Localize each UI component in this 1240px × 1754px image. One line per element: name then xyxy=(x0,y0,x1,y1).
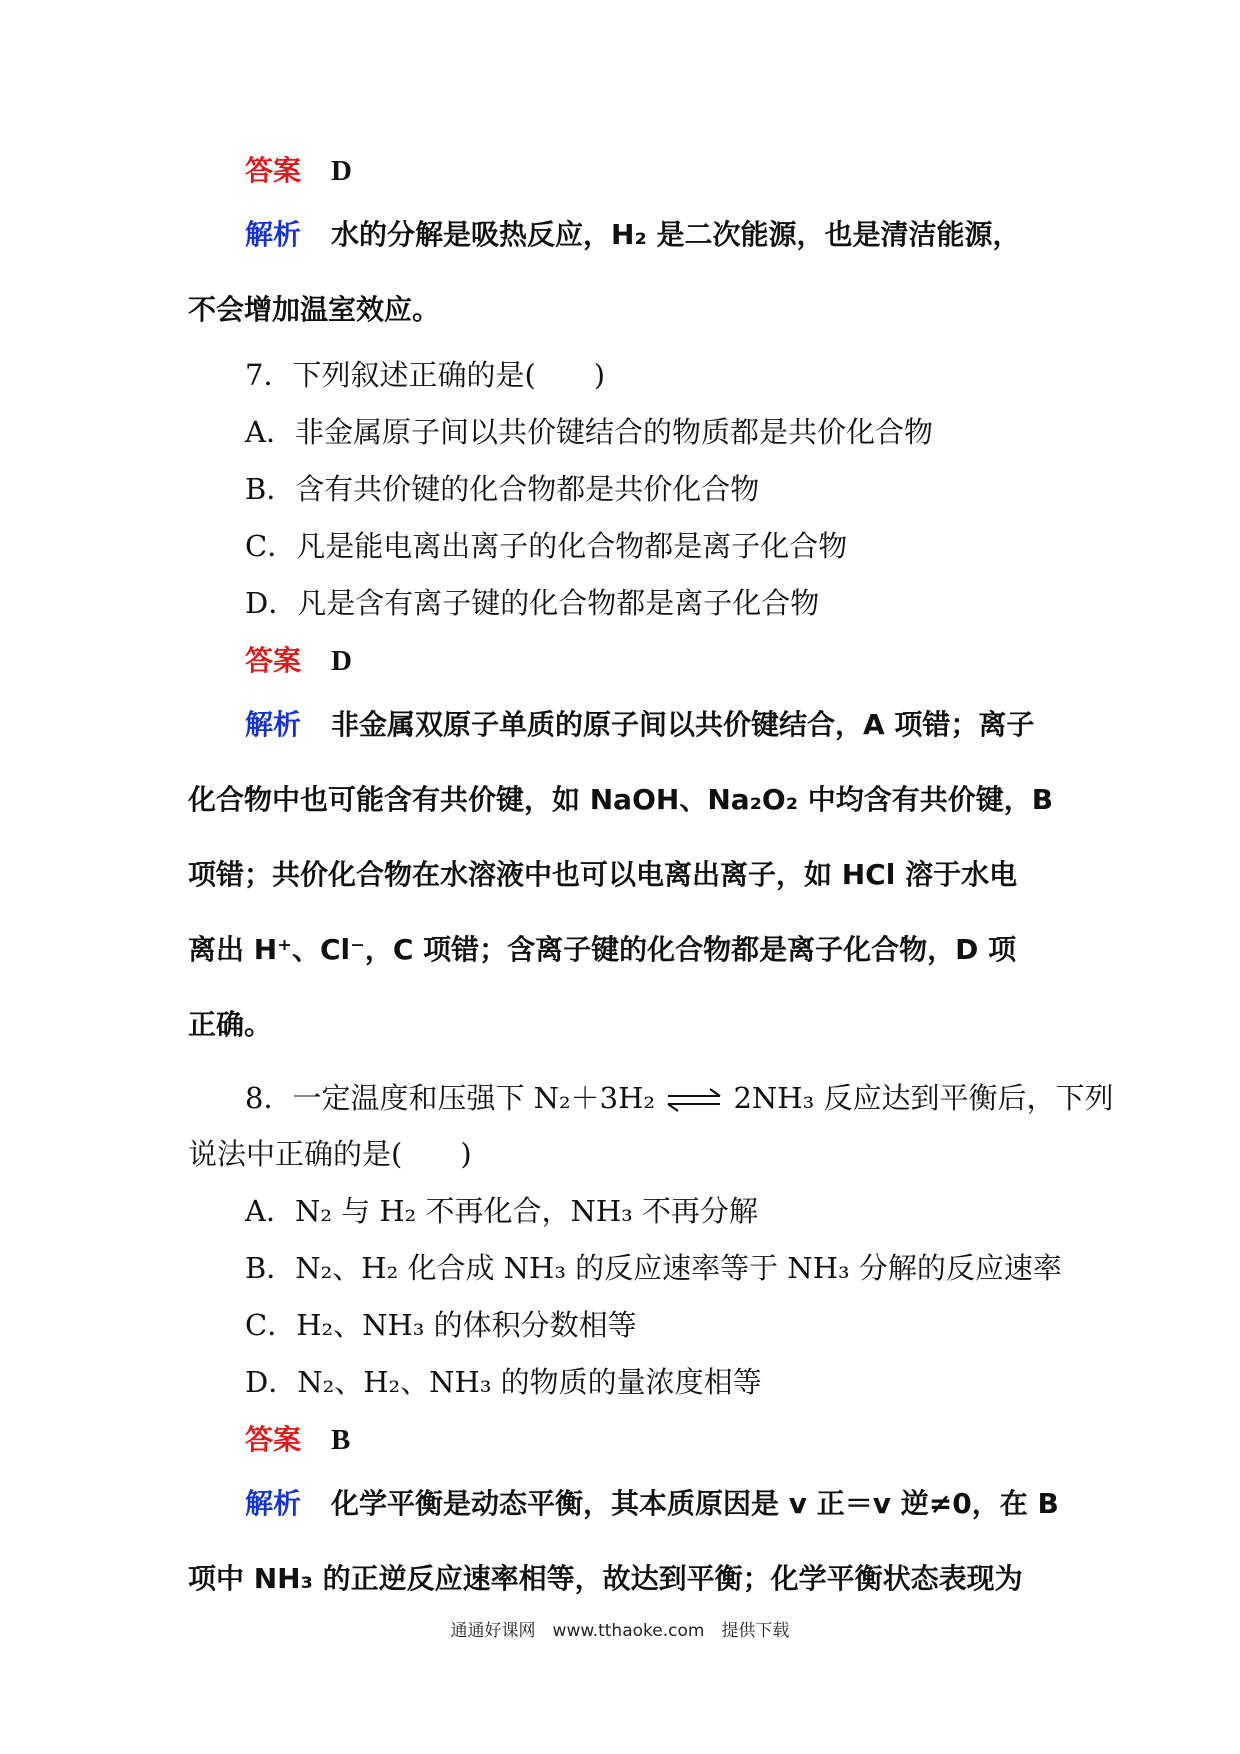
question-8-option-b: B．N₂、H₂ 化合成 NH₃ 的反应速率等于 NH₃ 分解的反应速率 xyxy=(245,1251,1062,1285)
question-8-option-d: D．N₂、H₂、NH₃ 的物质的量浓度相等 xyxy=(245,1365,762,1399)
explanation-row-7-4: 离出 H⁺、Cl⁻，C 项错；含离子键的化合物都是离子化合物，D 项 xyxy=(188,933,1017,966)
question-7-option-b: B．含有共价键的化合物都是共价化合物 xyxy=(245,472,760,506)
question-8-stem-part1: 8．一定温度和压强下 N₂＋3H₂ xyxy=(245,1081,656,1115)
answer-value: D xyxy=(331,645,352,677)
explanation-label: 解析 xyxy=(245,708,302,741)
question-8-option-a: A．N₂ 与 H₂ 不再化合，NH₃ 不再分解 xyxy=(245,1194,759,1228)
explanation-row-7-1 xyxy=(245,705,1034,745)
question-7-option-c: C．凡是能电离出离子的化合物都是离子化合物 xyxy=(245,529,848,563)
answer-row-8 xyxy=(245,1419,350,1460)
explanation-row-1 xyxy=(245,215,1020,255)
question-7-stem: 7．下列叙述正确的是( ) xyxy=(245,358,606,392)
reversible-arrow-icon xyxy=(664,1085,724,1115)
question-8-stem-line2: 说法中正确的是( ) xyxy=(188,1137,472,1171)
page-footer: 通通好课网 www.tthaoke.com 提供下载 xyxy=(450,1621,790,1641)
explanation-text: 化学平衡是动态平衡，其本质原因是 v 正＝v 逆≠0，在 B xyxy=(331,1487,1059,1520)
explanation-text: 非金属双原子单质的原子间以共价键结合，A 项错；离子 xyxy=(331,708,1035,741)
answer-label: 答案 xyxy=(245,1423,302,1456)
explanation-row-7-5: 正确。 xyxy=(188,1008,273,1041)
question-8-option-c: C．H₂、NH₃ 的体积分数相等 xyxy=(245,1308,637,1342)
explanation-label: 解析 xyxy=(245,218,302,251)
explanation-row-8-1 xyxy=(245,1484,1059,1524)
answer-row-7 xyxy=(245,640,352,681)
question-8-stem xyxy=(245,1078,1113,1118)
explanation-text: 不会增加温室效应。 xyxy=(188,293,441,326)
answer-value: D xyxy=(331,155,352,187)
explanation-row-7-2: 化合物中也可能含有共价键，如 NaOH、Na₂O₂ 中均含有共价键，B xyxy=(188,783,1054,816)
explanation-label: 解析 xyxy=(245,1487,302,1520)
explanation-text: 水的分解是吸热反应，H₂ 是二次能源，也是清洁能源， xyxy=(331,218,1021,251)
question-7-option-a: A．非金属原子间以共价键结合的物质都是共价化合物 xyxy=(245,415,933,449)
explanation-row-7-3: 项错；共价化合物在水溶液中也可以电离出离子，如 HCl 溶于水电 xyxy=(188,858,1018,891)
answer-label: 答案 xyxy=(245,644,302,677)
explanation-row-8-2: 项中 NH₃ 的正逆反应速率相等，故达到平衡；化学平衡状态表现为 xyxy=(188,1562,1023,1595)
answer-row-1 xyxy=(245,150,352,191)
explanation-row-2 xyxy=(188,290,440,330)
question-8-stem-part2: 2NH₃ 反应达到平衡后，下列 xyxy=(733,1081,1114,1115)
question-7-option-d: D．凡是含有离子键的化合物都是离子化合物 xyxy=(245,586,820,620)
answer-value: B xyxy=(331,1424,351,1456)
answer-label: 答案 xyxy=(245,154,302,187)
